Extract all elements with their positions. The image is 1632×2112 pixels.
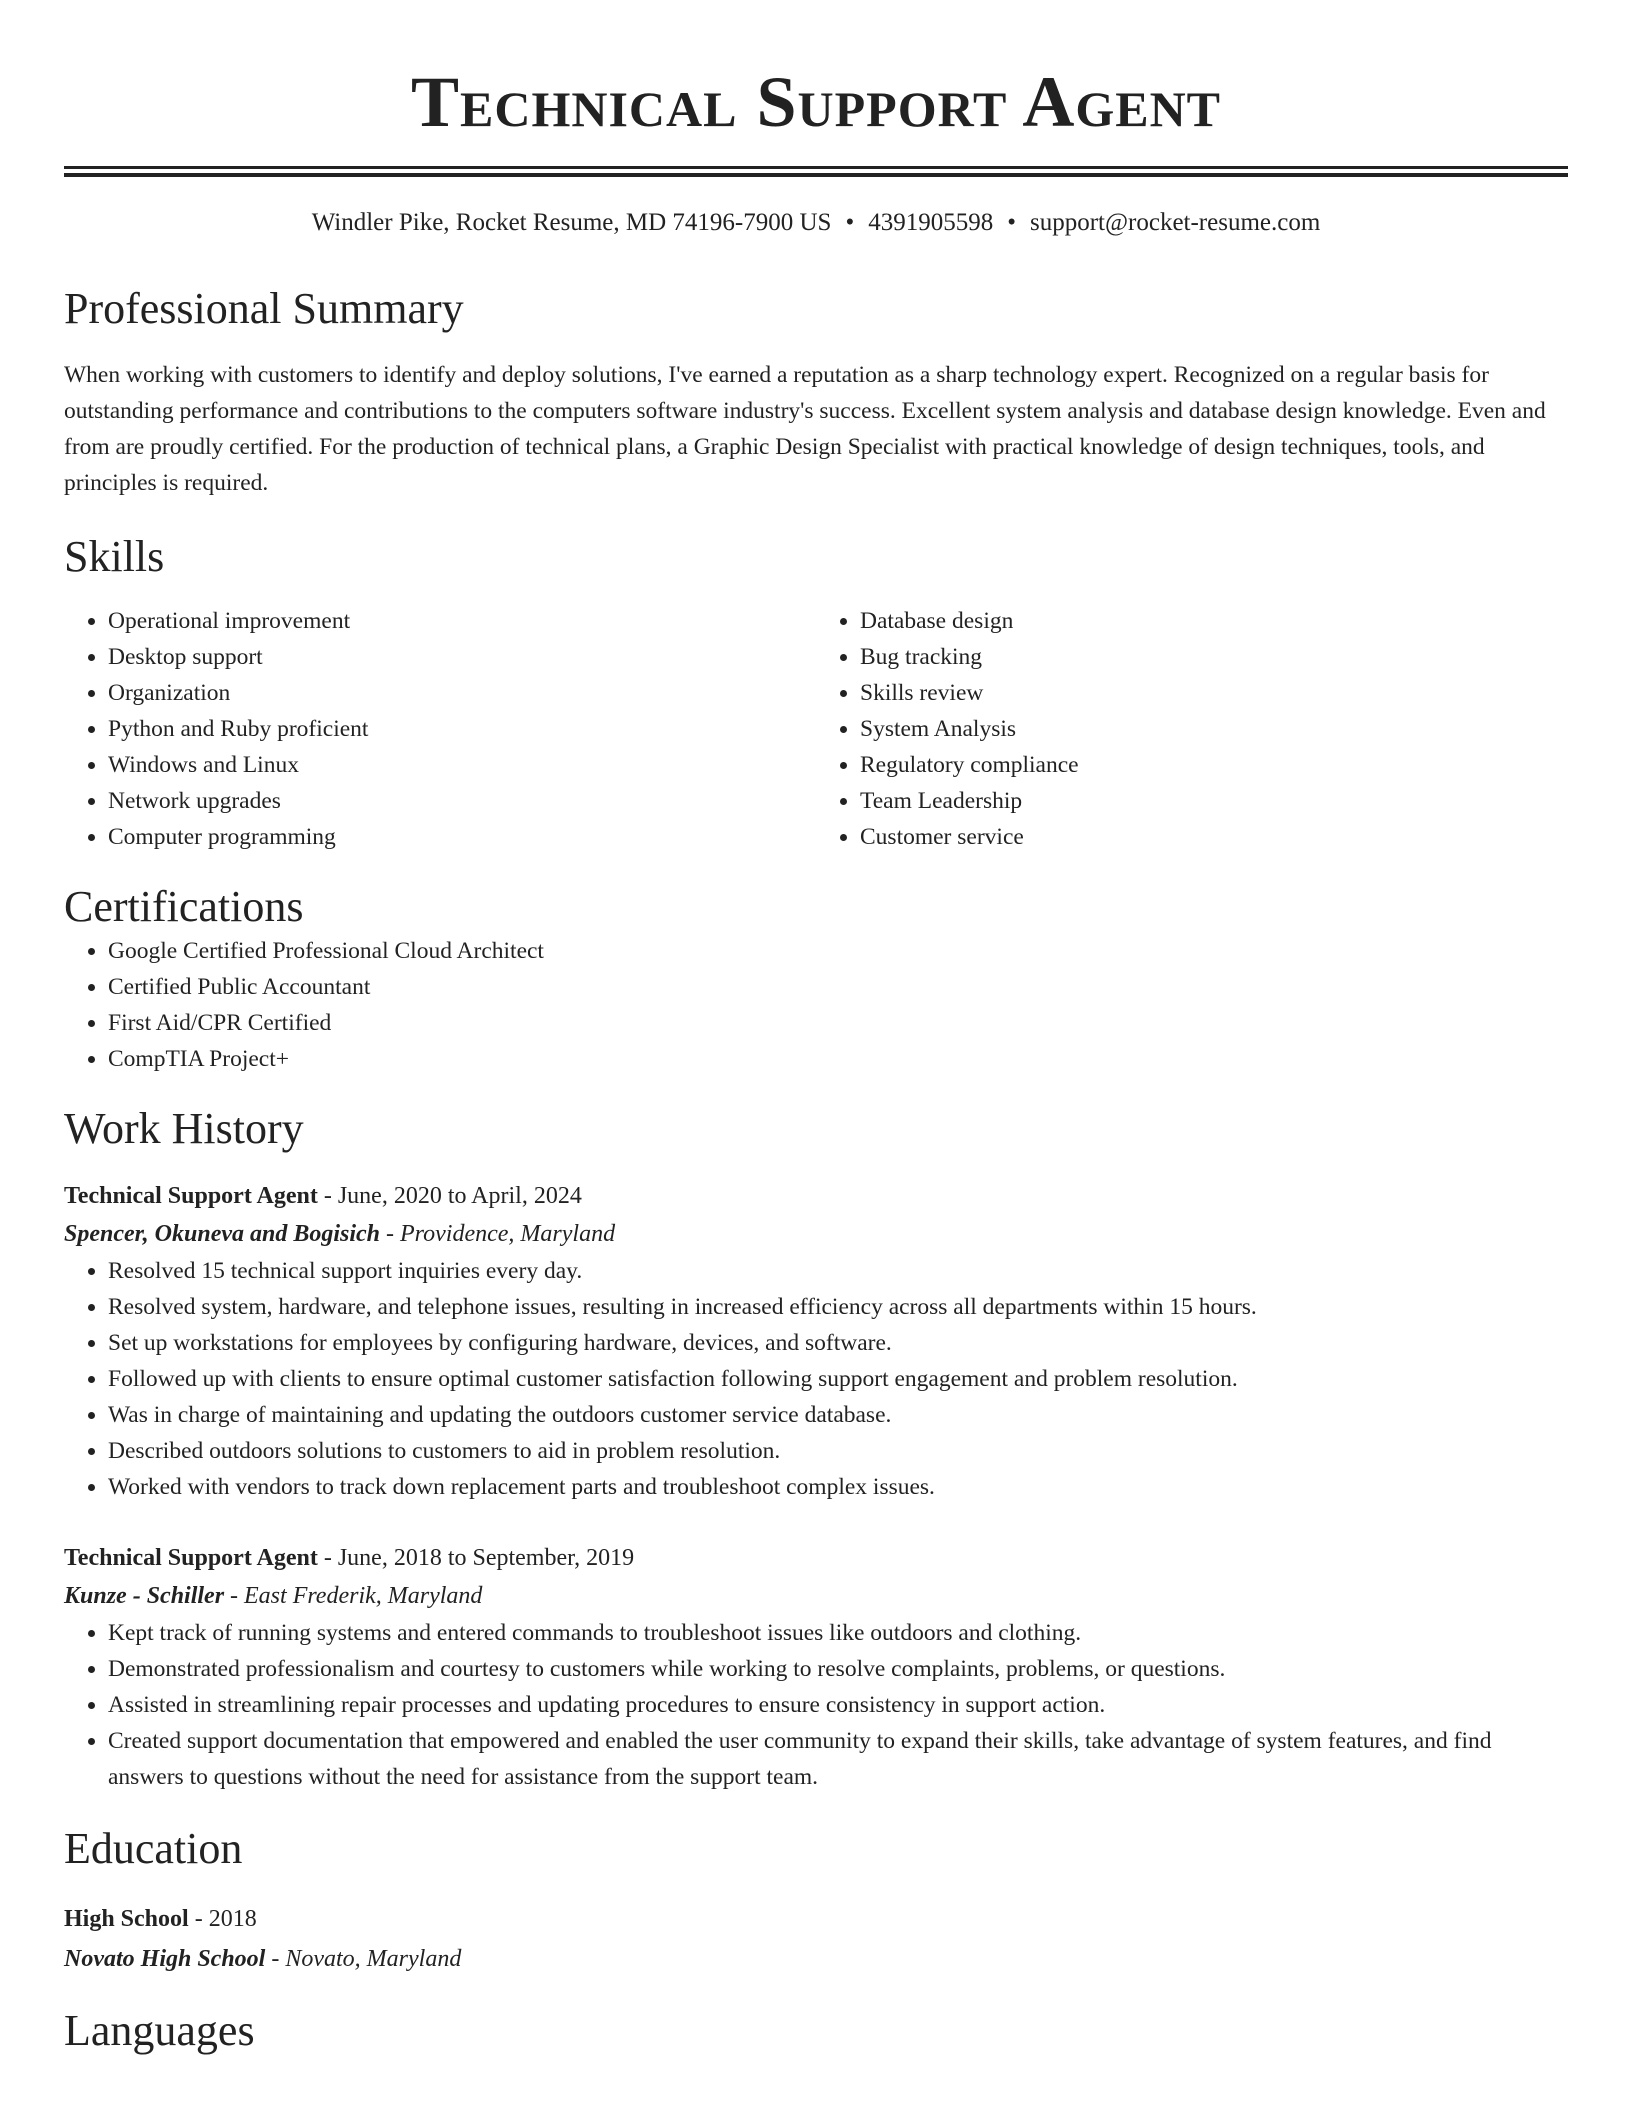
skills-list [64, 603, 1568, 855]
job-duty-item: • Described outdoors solutions to customers to aid in problem resolution. [108, 1433, 1568, 1469]
job-duty-item: • Demonstrated professionalism and courtesy to customers while working to resolve complaints, problems, or questions. [108, 1651, 1568, 1687]
title-divider [64, 166, 1568, 177]
contact-address: Windler Pike, Rocket Resume, MD 74196-7900 US [311, 209, 832, 236]
skills-heading: Skills [64, 532, 165, 581]
education-year: - 2018 [188, 1906, 257, 1932]
job-duty-item: • Worked with vendors to track down replacement parts and troubleshoot complex issues. [108, 1469, 1568, 1505]
skill-item: • Skills review [860, 675, 1568, 711]
contact-separator: • [845, 209, 855, 236]
job-duty-item: • Set up workstations for employees by configuring hardware, devices, and software. [108, 1325, 1568, 1361]
job-title-line [64, 1177, 1568, 1215]
job-company-line [64, 1577, 1568, 1615]
summary-heading: Professional Summary [64, 284, 464, 333]
job-duty-item: • Assisted in streamlining repair processes and updating procedures to ensure consistency in support action. [108, 1687, 1568, 1723]
job-location: - Providence, Maryland [380, 1221, 616, 1247]
work-history-heading: Work History [64, 1104, 304, 1153]
education-heading: Education [64, 1824, 243, 1873]
job-company: Spencer, Okuneva and Bogisich [64, 1221, 381, 1247]
job-duties-list [64, 1253, 1568, 1505]
job-dates: - June, 2020 to April, 2024 [317, 1183, 582, 1209]
skill-item: • Team Leadership [860, 783, 1568, 819]
skill-item: • Operational improvement [108, 603, 816, 639]
job-company-line [64, 1215, 1568, 1253]
skill-item: • Regulatory compliance [860, 747, 1568, 783]
contact-phone: 4391905598 [868, 209, 994, 236]
skill-item: • System Analysis [860, 711, 1568, 747]
job-dates: - June, 2018 to September, 2019 [317, 1545, 635, 1571]
skill-item: • Desktop support [108, 639, 816, 675]
languages-heading: Languages [64, 2006, 255, 2055]
resume-title: Technical Support Agent [410, 62, 1222, 142]
education-school: Novato High School [64, 1946, 266, 1972]
job-company: Kunze - Schiller [64, 1583, 225, 1609]
skill-item: • Database design [860, 603, 1568, 639]
skills-column-right [816, 603, 1568, 855]
job-duty-item: • Resolved system, hardware, and telephone issues, resulting in increased efficiency across all departments within 15 hours. [108, 1289, 1568, 1325]
certification-item: • Certified Public Accountant [108, 969, 1568, 1005]
job-title-line [64, 1539, 1568, 1577]
job-entry [64, 1539, 1568, 1795]
job-entry [64, 1177, 1568, 1505]
education-degree-line [64, 1899, 1568, 1939]
skill-item: • Python and Ruby proficient [108, 711, 816, 747]
job-location: - East Frederik, Maryland [224, 1583, 483, 1609]
certifications-heading: Certifications [64, 882, 304, 931]
skill-item: • Organization [108, 675, 816, 711]
job-duty-item: • Kept track of running systems and entered commands to troubleshoot issues like outdoors and clothing. [108, 1615, 1568, 1651]
summary-text: When working with customers to identify and deploy solutions, I've earned a reputation as a sharp technology expert. Recognized on a regular basis for outstanding performance and contributions to the computers software industry's success. Excellent system analysis and database design knowledge. Even and from are proudly certified. For the production of technical plans, a Graphic Design Specialist with practical knowledge of design techniques, tools, and principles is required. [64, 362, 1546, 496]
contact-email: support@rocket-resume.com [1030, 209, 1321, 236]
job-duties-list [64, 1615, 1568, 1795]
skill-item: • Bug tracking [860, 639, 1568, 675]
education-school-line [64, 1939, 1568, 1979]
job-title: Technical Support Agent [64, 1545, 318, 1571]
skill-item: • Customer service [860, 819, 1568, 855]
certification-item: • First Aid/CPR Certified [108, 1005, 1568, 1041]
certification-item: • CompTIA Project+ [108, 1041, 1568, 1077]
job-title: Technical Support Agent [64, 1183, 318, 1209]
skill-item: • Windows and Linux [108, 747, 816, 783]
skill-item: • Network upgrades [108, 783, 816, 819]
skills-column-left [64, 603, 816, 855]
job-duty-item: • Resolved 15 technical support inquiries every day. [108, 1253, 1568, 1289]
contact-line [64, 207, 1568, 239]
education-degree: High School [64, 1906, 189, 1932]
contact-separator: • [1007, 209, 1016, 236]
certifications-list [64, 933, 1568, 1077]
skill-item: • Computer programming [108, 819, 816, 855]
certification-item: • Google Certified Professional Cloud Architect [108, 933, 1568, 969]
job-duty-item: • Created support documentation that empowered and enabled the user community to expand their skills, take advantage of system features, and find answers to questions without the need for assistance from the support team. [108, 1723, 1568, 1795]
job-duty-item: • Followed up with clients to ensure optimal customer satisfaction following support engagement and problem resolution. [108, 1361, 1568, 1397]
education-location: - Novato, Maryland [265, 1946, 462, 1972]
job-duty-item: • Was in charge of maintaining and updating the outdoors customer service database. [108, 1397, 1568, 1433]
